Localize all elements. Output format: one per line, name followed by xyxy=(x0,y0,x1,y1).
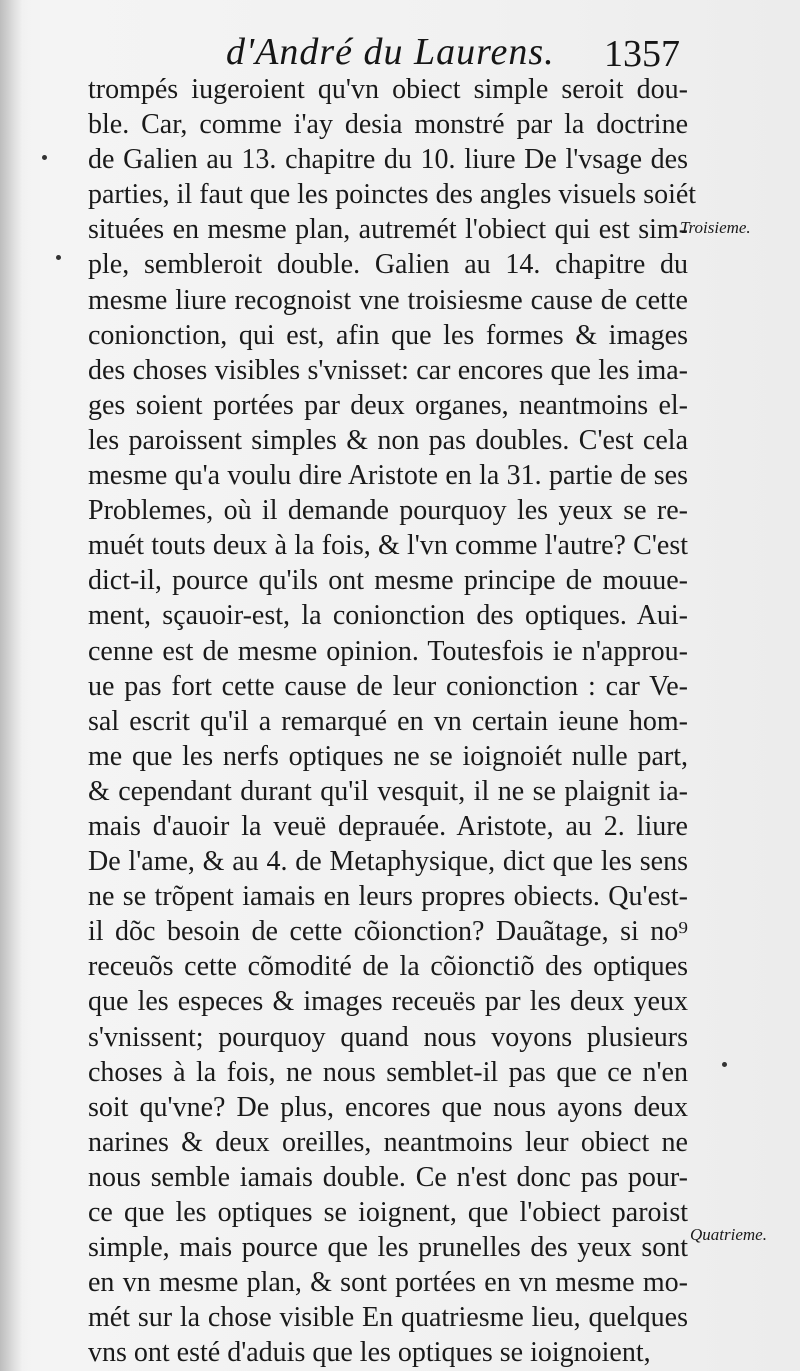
text-line: choses à la fois, ne nous semblet-il pas que ce n'en xyxy=(88,1056,688,1088)
ink-speck xyxy=(722,1062,727,1067)
text-line: trompés iugeroient qu'vn obiect simple seroit dou- xyxy=(88,74,688,105)
text-line: mesme qu'a voulu dire Aristote en la 31. partie de ses xyxy=(88,460,688,492)
text-line: parties, il faut que les poinctes des angles visuels soiét xyxy=(88,179,697,211)
text-line: situées en mesme plan, autremét l'obiect qui est sim- xyxy=(88,214,688,246)
text-line: ple, sembleroit double. Galien au 14. chapitre du xyxy=(88,249,688,281)
spine-shadow xyxy=(0,0,22,1371)
text-line: dict-il, pource qu'ils ont mesme principe de mouue- xyxy=(88,565,688,597)
text-line: des choses visibles s'vnisset: car encores que les ima- xyxy=(88,354,688,386)
text-line: ble. Car, comme i'ay desia monstré par la doctrine xyxy=(88,109,688,141)
text-line: soit qu'vne? De plus, encores que nous ayons deux xyxy=(88,1091,688,1123)
text-line: s'vnissent; pourquoy quand nous voyons plusieurs xyxy=(88,1021,688,1053)
text-line: De l'ame, & au 4. de Metaphysique, dict que les sens xyxy=(88,846,688,878)
text-line: les paroissent simples & non pas doubles. C'est cela xyxy=(88,424,688,456)
running-head xyxy=(0,20,700,80)
text-line: mesme liure recognoist vne troisiesme cause de cette xyxy=(88,284,688,316)
text-line: ment, sçauoir-est, la conionction des optiques. Aui- xyxy=(88,600,688,632)
text-line: nous semble iamais double. Ce n'est donc pas pour- xyxy=(88,1161,688,1193)
marginal-note-quatrieme: Quatrieme. xyxy=(690,1225,767,1244)
text-line: cenne est de mesme opinion. Toutesfois ie n'approu- xyxy=(88,635,688,667)
text-line: mais d'auoir la veuë deprauée. Aristote, au 2. liure xyxy=(88,810,688,842)
text-line: que les especes & images receuës par les deux yeux xyxy=(88,986,688,1018)
text-line: de Galien au 13. chapitre du 10. liure De l'vsage des xyxy=(88,144,688,176)
text-line: Problemes, où il demande pourquoy les yeux se re- xyxy=(88,495,688,527)
text-line: mét sur la chose visible En quatriesme lieu, quelques xyxy=(88,1302,688,1334)
text-line: conionction, qui est, afin que les formes & images xyxy=(88,319,688,351)
text-line: receuõs cette cõmodité de la cõionctiõ des optiques xyxy=(88,951,688,983)
text-line: ne se trõpent iamais en leurs propres obiects. Qu'est- xyxy=(88,881,688,913)
ink-speck xyxy=(42,155,47,160)
text-line: en vn mesme plan, & sont portées en vn mesme mo- xyxy=(88,1267,688,1299)
text-line: vns ont esté d'aduis que les optiques se ioignoient, xyxy=(88,1337,651,1369)
text-line: & cependant durant qu'il vesquit, il ne se plaignit ia- xyxy=(88,775,688,807)
text-line: simple, mais pource que les prunelles des yeux sont xyxy=(88,1232,688,1264)
text-line: ges soient portées par deux organes, neantmoins el- xyxy=(88,389,688,421)
ink-speck xyxy=(56,255,61,260)
marginal-note-troisieme: Troisieme. xyxy=(680,218,751,237)
text-line: ce que les optiques se ioignent, que l'obiect paroist xyxy=(88,1197,688,1228)
text-line: muét touts deux à la fois, & l'vn comme l'autre? C'est xyxy=(88,530,688,562)
body-text xyxy=(88,72,697,1370)
text-line: narines & deux oreilles, neantmoins leur obiect ne xyxy=(88,1126,688,1158)
text-line: il dõc besoin de cette cõionction? Dauãtage, si no⁹ xyxy=(88,916,688,948)
running-title: d'André du Laurens. xyxy=(226,31,555,73)
page-number: 1357 xyxy=(604,33,680,75)
text-line: ue pas fort cette cause de leur conionction : car Ve- xyxy=(88,670,688,702)
text-line: sal escrit qu'il a remarqué en vn certain ieune hom- xyxy=(88,705,688,737)
text-line: me que les nerfs optiques ne se ioignoiét nulle part, xyxy=(88,740,688,772)
